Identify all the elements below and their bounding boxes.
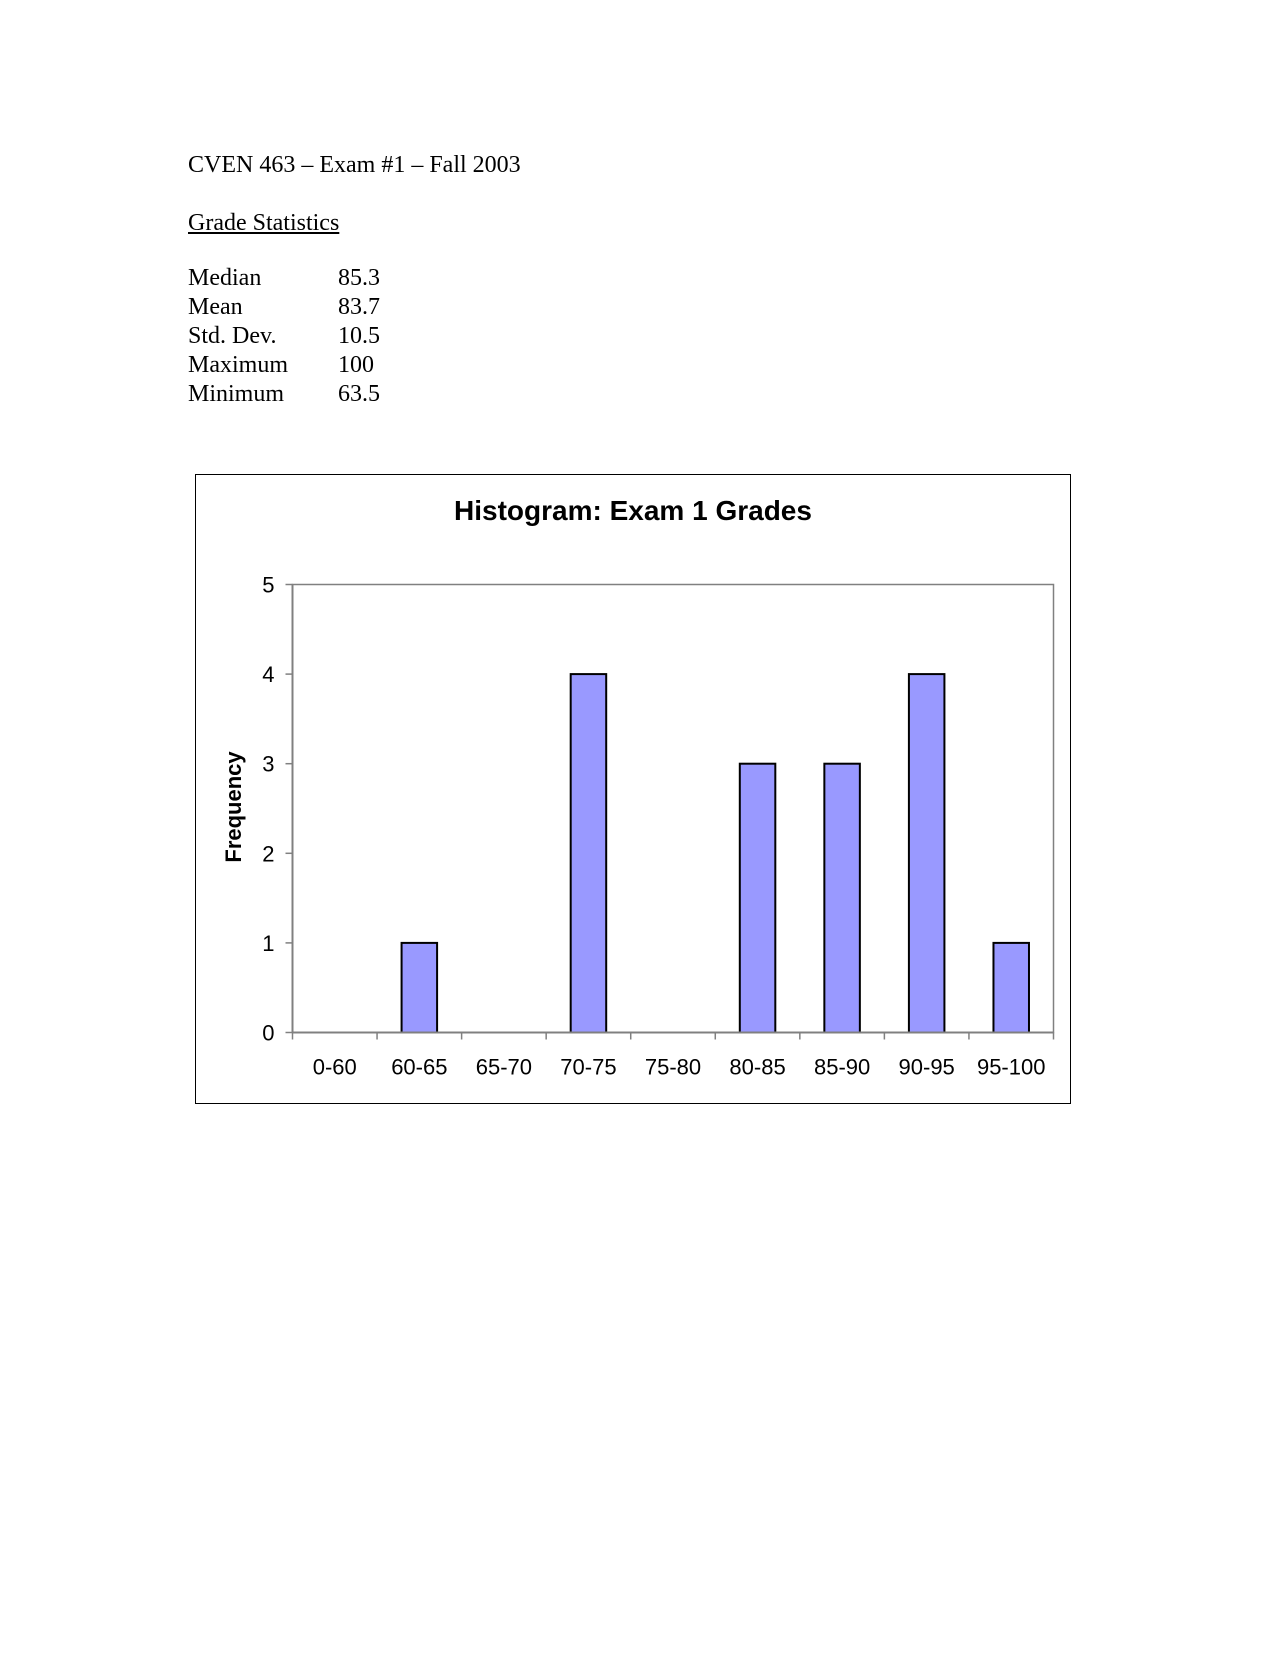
histogram-svg — [196, 475, 1070, 1103]
stat-row-maximum — [188, 351, 380, 380]
y-tick-label: 2 — [262, 841, 275, 867]
stat-row-mean — [188, 293, 380, 322]
y-tick-label: 4 — [262, 662, 275, 688]
y-tick-label: 1 — [262, 930, 275, 956]
stat-label: Std. Dev. — [188, 323, 277, 349]
bar-60-65 — [402, 943, 438, 1033]
y-tick-label: 3 — [262, 751, 275, 777]
stat-row-std-dev — [188, 322, 380, 351]
bar-70-75 — [571, 674, 607, 1032]
x-tick-label: 0-60 — [312, 1054, 357, 1080]
stat-value: 85.3 — [338, 265, 380, 291]
x-tick-label: 95-100 — [976, 1054, 1046, 1080]
stat-row-minimum — [188, 380, 380, 409]
stat-label: Median — [188, 265, 262, 291]
chart-title: Histogram: Exam 1 Grades — [454, 495, 812, 526]
x-tick-label: 70-75 — [560, 1054, 617, 1080]
stat-label: Maximum — [188, 352, 288, 378]
histogram-chart — [195, 474, 1071, 1104]
stat-label: Mean — [188, 294, 243, 320]
x-tick-label: 80-85 — [729, 1054, 786, 1080]
x-tick-label: 65-70 — [475, 1054, 533, 1080]
bar-90-95 — [909, 674, 945, 1032]
grade-statistics-table — [188, 264, 380, 409]
stat-value: 10.5 — [338, 323, 380, 349]
stat-value: 100 — [338, 352, 374, 378]
section-heading: Grade Statistics — [188, 210, 340, 236]
bar-80-85 — [740, 764, 776, 1033]
y-axis-label: Frequency — [221, 751, 246, 863]
x-tick-label: 85-90 — [813, 1054, 871, 1080]
stat-label: Minimum — [188, 381, 285, 407]
x-tick-label: 60-65 — [391, 1054, 448, 1080]
stat-value: 83.7 — [338, 294, 380, 320]
bar-85-90 — [824, 764, 860, 1033]
y-tick-label: 0 — [262, 1020, 275, 1046]
stat-row-median — [188, 264, 380, 293]
bar-95-100 — [993, 943, 1029, 1033]
bars-group — [402, 674, 1029, 1032]
stat-value: 63.5 — [338, 381, 380, 407]
x-tick-label: 90-95 — [898, 1054, 955, 1080]
y-tick-label: 5 — [262, 572, 275, 598]
x-tick-label: 75-80 — [644, 1054, 702, 1080]
document-title: CVEN 463 – Exam #1 – Fall 2003 — [188, 152, 521, 178]
